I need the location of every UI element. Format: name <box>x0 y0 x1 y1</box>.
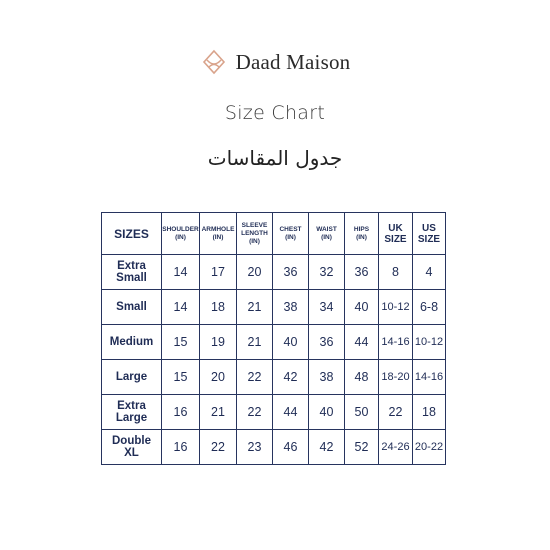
measurement-cell: 22 <box>237 395 273 430</box>
measurement-cell: 36 <box>309 325 345 360</box>
column-header <box>102 213 162 255</box>
column-header-text: UK <box>388 222 403 234</box>
brand-name: Daad Maison <box>235 49 351 74</box>
measurement-cell: 34 <box>309 290 345 325</box>
column-header-text: LENGTH <box>241 229 268 237</box>
brand-header <box>0 48 550 76</box>
measurement-cell: 40 <box>273 325 309 360</box>
size-name-cell <box>102 255 162 290</box>
measurement-cell: 10-12 <box>379 290 413 325</box>
measurement-cell: 14-16 <box>413 360 446 395</box>
measurement-cell: 36 <box>273 255 309 290</box>
table-body <box>102 255 446 465</box>
measurement-cell: 42 <box>309 430 345 465</box>
size-chart-table <box>101 212 446 465</box>
measurement-cell: 6-8 <box>413 290 446 325</box>
measurement-cell: 20-22 <box>413 430 446 465</box>
measurement-cell: 40 <box>309 395 345 430</box>
table-row <box>102 430 446 465</box>
measurement-cell: 21 <box>237 325 273 360</box>
table-row <box>102 395 446 430</box>
measurement-cell: 40 <box>345 290 379 325</box>
page-title-arabic: جدول المقاسات <box>207 146 343 170</box>
measurement-cell: 15 <box>162 360 200 395</box>
size-name-cell <box>102 325 162 360</box>
measurement-cell: 52 <box>345 430 379 465</box>
measurement-cell: 18-20 <box>379 360 413 395</box>
column-header <box>162 213 200 255</box>
measurement-cell: 44 <box>273 395 309 430</box>
table-row <box>102 325 446 360</box>
size-name-cell <box>102 430 162 465</box>
measurement-cell: 20 <box>200 360 237 395</box>
size-name-text: Large <box>115 412 148 424</box>
column-header-text: WAIST <box>316 225 337 233</box>
column-header-text: SIZES <box>114 226 149 241</box>
column-header-text: CHEST <box>279 225 302 233</box>
size-name-text: Medium <box>109 336 154 348</box>
column-header-text: SIZE <box>384 233 407 245</box>
size-chart-container <box>101 212 445 465</box>
table-row <box>102 290 446 325</box>
size-name-text: Small <box>116 272 147 284</box>
table-header-row <box>102 213 446 255</box>
measurement-cell: 14 <box>162 255 200 290</box>
column-header-text: ARMHOLE <box>201 225 235 233</box>
measurement-cell: 32 <box>309 255 345 290</box>
measurement-cell: 15 <box>162 325 200 360</box>
measurement-cell: 22 <box>200 430 237 465</box>
column-header-text: (IN) <box>175 233 186 241</box>
measurement-cell: 20 <box>237 255 273 290</box>
lotus-outline-icon <box>200 48 228 76</box>
size-name-text: Double <box>112 435 151 447</box>
column-header-text: (IN) <box>321 233 332 241</box>
column-header-text: US <box>422 222 436 234</box>
measurement-cell: 21 <box>200 395 237 430</box>
column-header <box>379 213 413 255</box>
table-row <box>102 360 446 395</box>
measurement-cell: 21 <box>237 290 273 325</box>
measurement-cell: 46 <box>273 430 309 465</box>
column-header <box>200 213 237 255</box>
size-name-text: Extra <box>117 260 146 272</box>
measurement-cell: 14-16 <box>379 325 413 360</box>
measurement-cell: 38 <box>273 290 309 325</box>
size-name-text: Large <box>115 371 148 383</box>
measurement-cell: 8 <box>379 255 413 290</box>
column-header <box>273 213 309 255</box>
measurement-cell: 38 <box>309 360 345 395</box>
measurement-cell: 14 <box>162 290 200 325</box>
column-header <box>413 213 446 255</box>
column-header-text: (IN) <box>249 237 260 245</box>
size-name-text: Small <box>116 301 147 313</box>
measurement-cell: 42 <box>273 360 309 395</box>
measurement-cell: 50 <box>345 395 379 430</box>
column-header <box>309 213 345 255</box>
size-name-cell <box>102 290 162 325</box>
size-name-text: XL <box>124 447 139 459</box>
column-header-text: SIZE <box>417 233 441 245</box>
measurement-cell: 22 <box>379 395 413 430</box>
column-header <box>237 213 273 255</box>
table-row <box>102 255 446 290</box>
measurement-cell: 36 <box>345 255 379 290</box>
measurement-cell: 18 <box>413 395 446 430</box>
column-header-text: HIPS <box>353 225 370 233</box>
size-name-cell <box>102 360 162 395</box>
column-header <box>345 213 379 255</box>
measurement-cell: 10-12 <box>413 325 446 360</box>
measurement-cell: 18 <box>200 290 237 325</box>
measurement-cell: 4 <box>413 255 446 290</box>
size-name-cell <box>102 395 162 430</box>
page-title-english: Size Chart <box>224 102 326 124</box>
measurement-cell: 22 <box>237 360 273 395</box>
measurement-cell: 44 <box>345 325 379 360</box>
measurement-cell: 16 <box>162 395 200 430</box>
measurement-cell: 23 <box>237 430 273 465</box>
column-header-text: SLEEVE <box>241 221 268 229</box>
column-header-text: (IN) <box>285 233 296 241</box>
measurement-cell: 17 <box>200 255 237 290</box>
measurement-cell: 19 <box>200 325 237 360</box>
measurement-cell: 16 <box>162 430 200 465</box>
measurement-cell: 48 <box>345 360 379 395</box>
column-header-text: (IN) <box>212 233 224 241</box>
column-header-text: SHOULDER <box>162 225 199 233</box>
measurement-cell: 24-26 <box>379 430 413 465</box>
column-header-text: (IN) <box>356 233 367 241</box>
size-name-text: Extra <box>117 400 146 412</box>
